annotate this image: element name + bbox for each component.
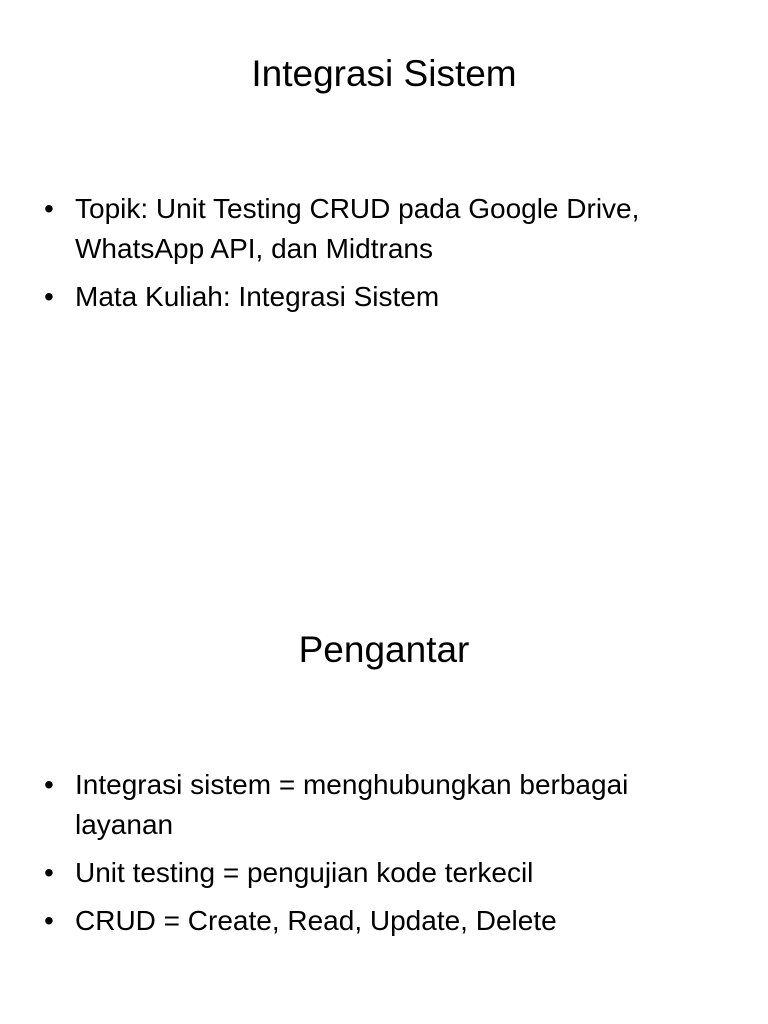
bullet-item [44, 277, 724, 317]
bullet-text: Topik: Unit Testing CRUD pada Google Drive, WhatsApp API, dan Midtrans [75, 193, 640, 264]
bullet-list [44, 765, 724, 949]
slide-title: Pengantar [298, 629, 470, 670]
bullet-dot-icon: • [44, 905, 54, 936]
bullet-text: Integrasi sistem = menghubungkan berbagai layanan [75, 769, 629, 840]
bullet-item [44, 853, 724, 893]
bullet-dot-icon: • [44, 769, 54, 800]
slide-2 [0, 576, 768, 1024]
bullet-dot-icon: • [44, 281, 54, 312]
bullet-dot-icon: • [44, 193, 54, 224]
bullet-item [44, 901, 724, 941]
bullet-text: Mata Kuliah: Integrasi Sistem [75, 281, 440, 312]
bullet-list [44, 189, 724, 325]
bullet-text: CRUD = Create, Read, Update, Delete [75, 905, 557, 936]
bullet-text: Unit testing = pengujian kode terkecil [75, 857, 534, 888]
bullet-dot-icon: • [44, 857, 54, 888]
bullet-item [44, 765, 724, 845]
bullet-item [44, 189, 724, 269]
slide-title: Integrasi Sistem [251, 53, 517, 94]
